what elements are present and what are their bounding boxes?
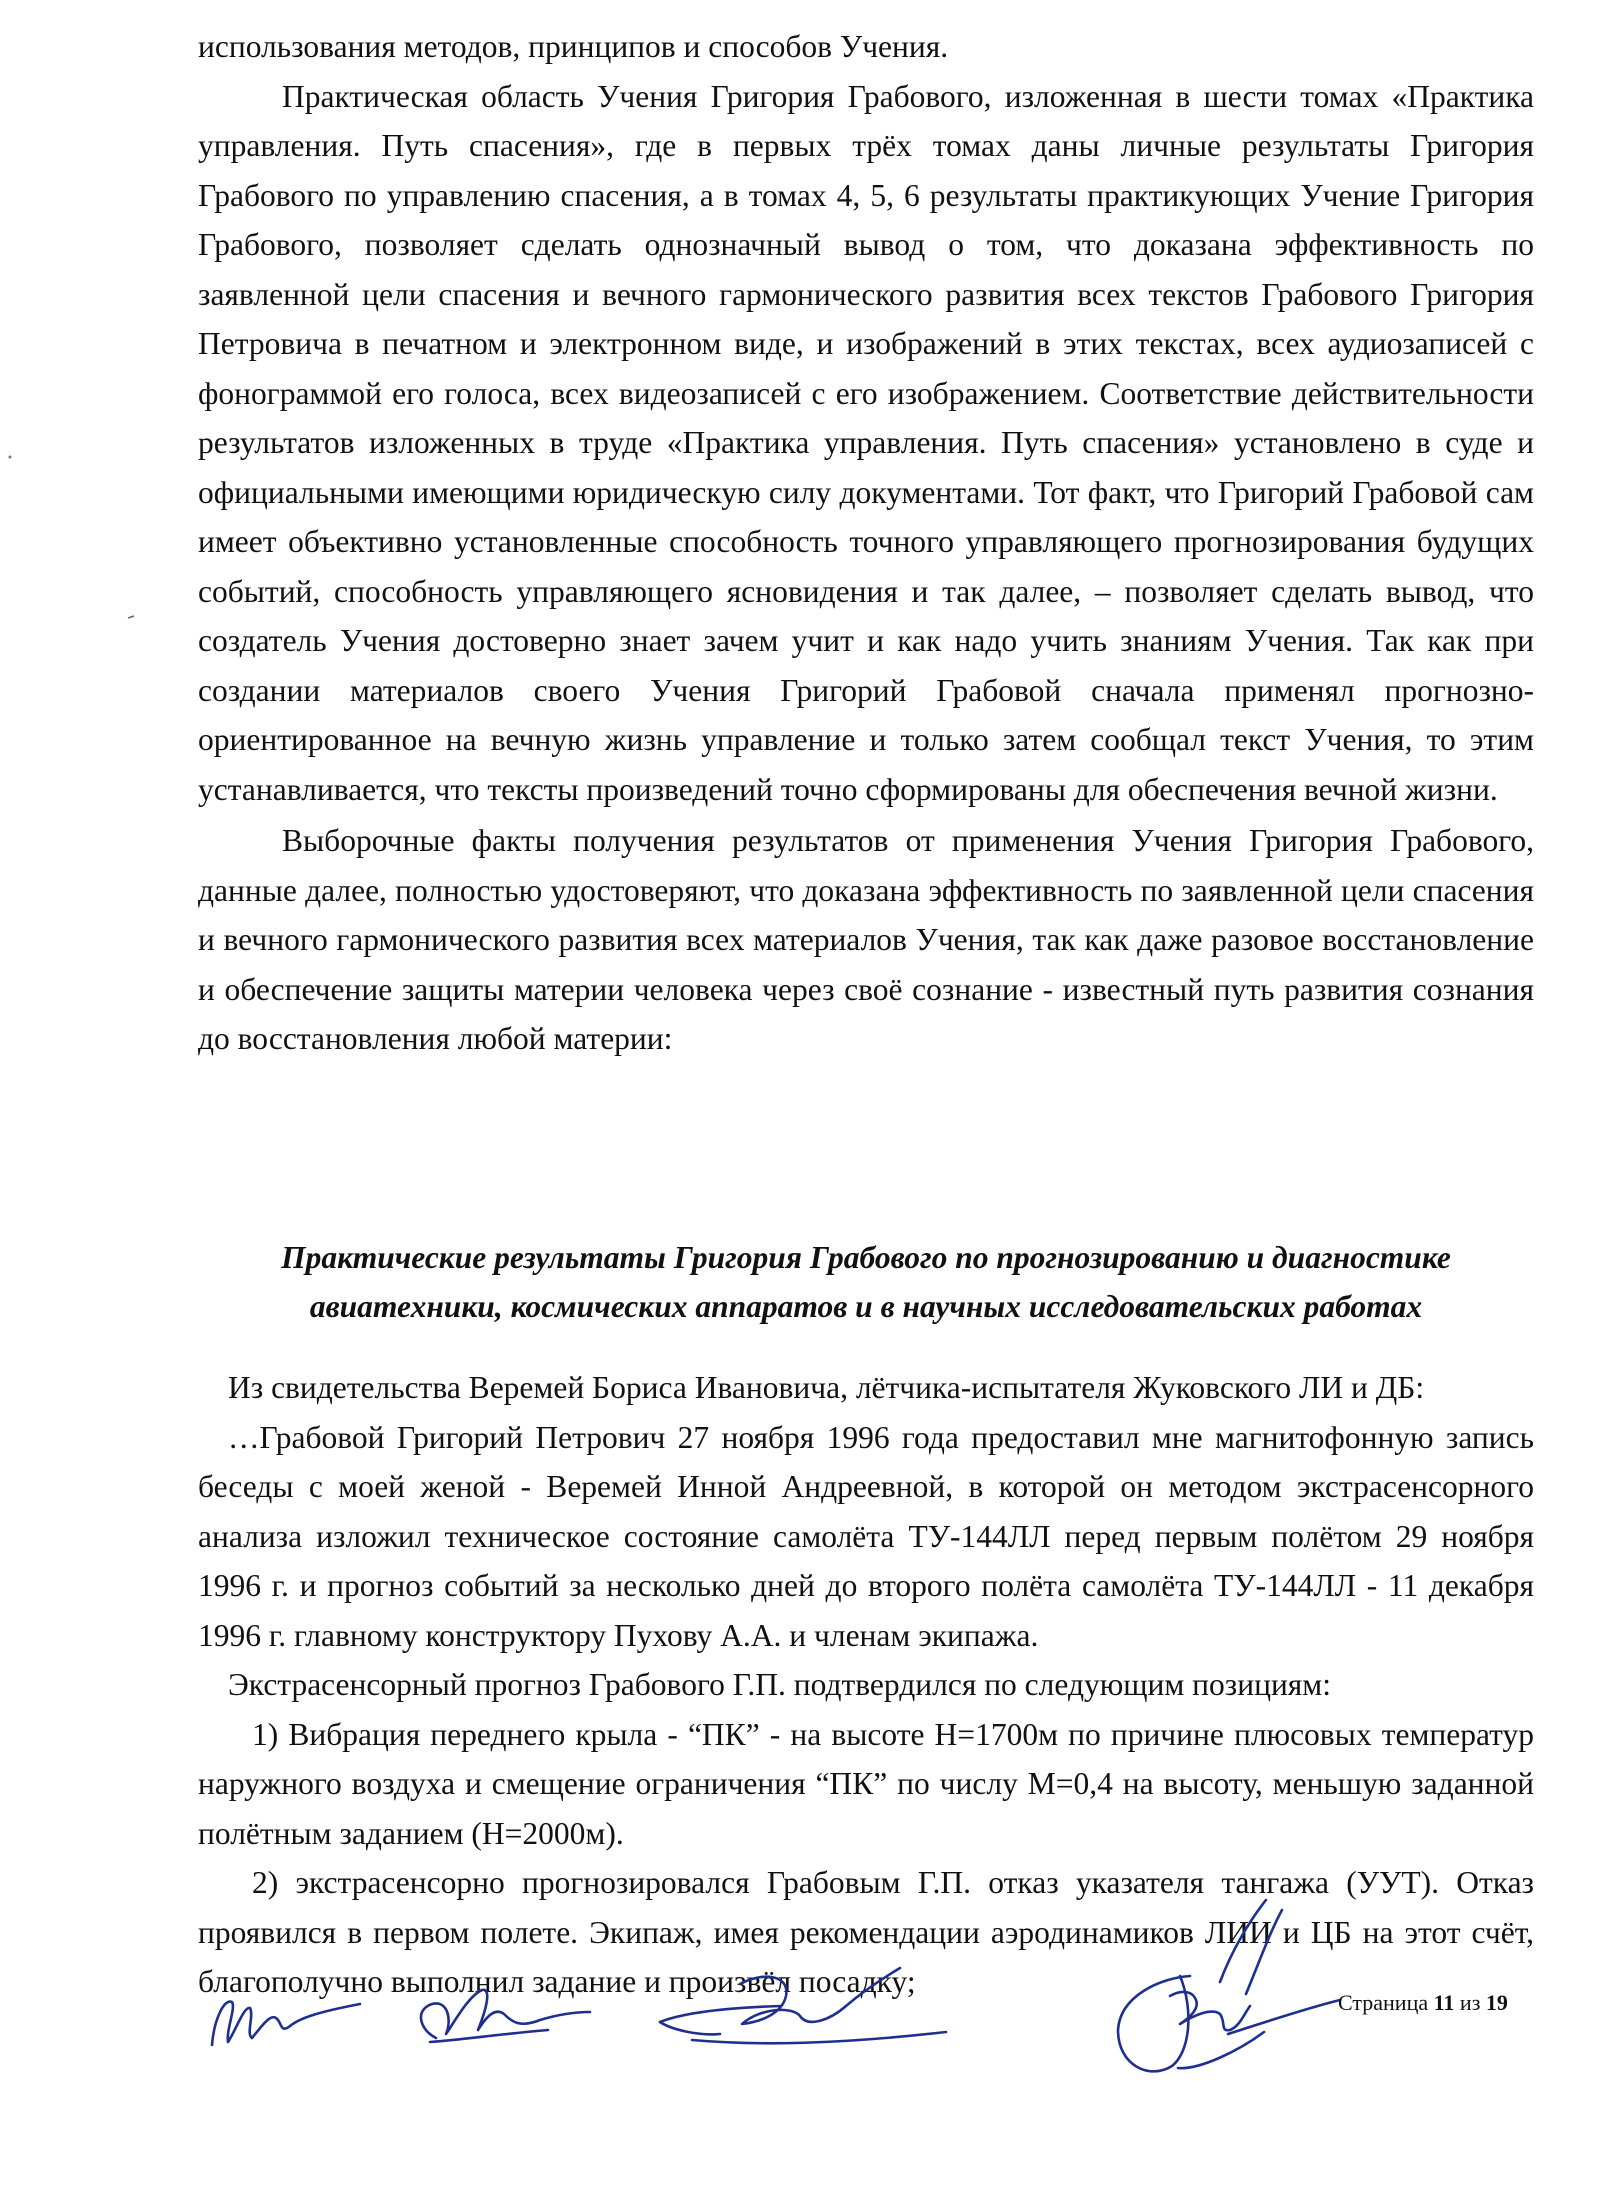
body-text-bottom (198, 1363, 1534, 2007)
page-number-prefix: Страница (1338, 1990, 1429, 2015)
paragraph-continuation: использования методов, принципов и способов Учения. (198, 29, 949, 64)
paragraph-forecast-intro: Экстрасенсорный прогноз Грабового Г.П. подтвердился по следующим позициям: (228, 1667, 1331, 1702)
section-heading (198, 1233, 1534, 1331)
page-number (1338, 1990, 1508, 2016)
paragraph-practical-area: Практическая область Учения Григория Грабового, изложенная в шести томах «Практика управления. Путь спасения», где в первых трёх томах даны личные результаты Григория Грабового по управлению спасения, а в томах 4, 5, 6 результаты практикующих Учение Григория Грабового, позволяет сделать однозначный вывод о том, что доказана эффективность по заявленной цели спасения и вечного гармонического развития всех текстов Грабового Григория Петровича в печатном и электронном виде, и изображений в этих текстах, всех аудиозаписей с фонограммой его голоса, всех видеозаписей с его изображением. Соответствие действительности результатов изложенных в труде «Практика управления. Путь спасения» установлено в суде и официальными имеющими юридическую силу документами. Тот факт, что Григорий Грабовой сам имеет объективно установленные способность точного управляющего прогнозирования будущих событий, способность управляющего ясновидения и так далее, – позволяет сделать вывод, что создатель Учения достоверно знает зачем учит и как надо учить знаниям Учения. Так как при создании материалов своего Учения Григорий Грабовой сначала применял прогнозно-ориентированное на вечную жизнь управление и только затем сообщал текст Учения, то этим устанавливается, что тексты произведений точно сформированы для обеспечения вечной жизни. (198, 78, 1534, 807)
page-number-current: 11 (1433, 1990, 1455, 2015)
paragraph-selected-facts: Выборочные факты получения результатов от применения Учения Григория Грабового, данные далее, полностью удостоверяют, что доказана эффективность по заявленной цели спасения и вечного гармонического развития всех материалов Учения, так как даже разовое восстановление и обеспечение защиты материи человека через своё сознание - известный путь развития сознания до восстановления любой материи: (198, 823, 1534, 1056)
page-number-total: 19 (1485, 1990, 1508, 2015)
paragraph-testimony-source: Из свидетельства Веремей Бориса Ивановича, лётчика-испытателя Жуковского ЛИ и ДБ: (228, 1370, 1425, 1405)
body-text-top (198, 22, 1534, 1064)
signature-1 (212, 2002, 360, 2045)
list-item-1: 1) Вибрация переднего крыла - “ПК” - на высоте Н=1700м по причине плюсовых температур наружного воздуха и смещение ограничения “ПК” по числу М=0,4 на высоту, меньшую заданной полётным заданием (Н=2000м). (198, 1716, 1534, 1851)
list-item-2: 2) экстрасенсорно прогнозировался Грабовым Г.П. отказ указателя тангажа (УУТ). Отказ проявился в первом полете. Экипаж, имея рекомендации аэродинамиков ЛИИ и ЦБ на этот счёт, благополучно выполнил задание и произвёл посадку; (198, 1865, 1534, 1999)
section-heading-line-1: Практические результаты Григория Грабового по прогнозированию и диагностике (281, 1240, 1451, 1275)
scan-marks (0, 0, 200, 700)
section-heading-line-2: авиатехники, космических аппаратов и в научных исследовательских работах (309, 1289, 1423, 1324)
page-number-middle: из (1459, 1990, 1481, 2015)
paragraph-testimony: …Грабовой Григорий Петрович 27 ноября 1996 года предоставил мне магнитофонную запись беседы с моей женой - Веремей Инной Андреевной, в которой он методом экстрасенсорного анализа изложил техническое состояние самолёта ТУ-144ЛЛ перед первым полётом 29 ноября 1996 г. и прогноз событий за несколько дней до второго полёта самолёта ТУ-144ЛЛ - 11 декабря 1996 г. главному конструктору Пухову А.А. и членам экипажа. (198, 1419, 1534, 1653)
